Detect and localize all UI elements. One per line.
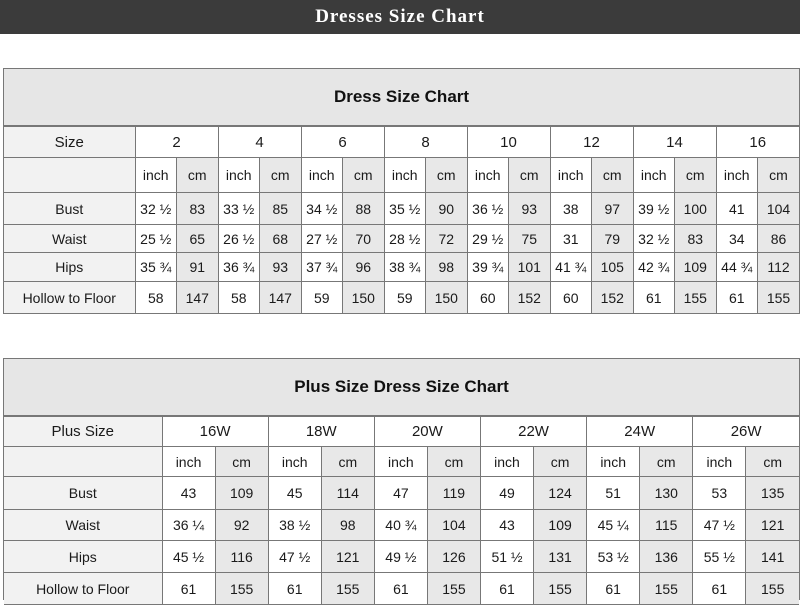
table-cell: 79 bbox=[592, 225, 634, 253]
unit-header: inch bbox=[693, 447, 746, 477]
unit-header-blank bbox=[4, 158, 135, 193]
table-cell: 45 bbox=[268, 477, 321, 510]
table-cell: 96 bbox=[343, 253, 385, 282]
table-cell: 60 bbox=[467, 282, 509, 314]
table-cell: 105 bbox=[592, 253, 634, 282]
table-cell: 38 ½ bbox=[268, 510, 321, 541]
table-cell: 86 bbox=[758, 225, 800, 253]
dress-size-chart-title: Dress Size Chart bbox=[4, 69, 799, 126]
table-cell: 58 bbox=[135, 282, 177, 314]
table-cell: 152 bbox=[509, 282, 551, 314]
row-label: Hips bbox=[4, 253, 135, 282]
table-cell: 109 bbox=[675, 253, 717, 282]
table-cell: 155 bbox=[675, 282, 717, 314]
table-cell: 44 ¾ bbox=[716, 253, 758, 282]
table-cell: 130 bbox=[640, 477, 693, 510]
unit-header: cm bbox=[343, 158, 385, 193]
size-header: 14 bbox=[633, 127, 716, 158]
table-cell: 147 bbox=[260, 282, 302, 314]
row-label: Hollow to Floor bbox=[4, 282, 135, 314]
table-cell: 109 bbox=[534, 510, 587, 541]
table-cell: 155 bbox=[534, 573, 587, 605]
size-header: 12 bbox=[550, 127, 633, 158]
table-cell: 121 bbox=[746, 510, 799, 541]
table-cell: 93 bbox=[260, 253, 302, 282]
table-cell: 155 bbox=[321, 573, 374, 605]
table-row bbox=[4, 193, 799, 225]
table-cell: 147 bbox=[177, 282, 219, 314]
unit-header: cm bbox=[426, 158, 468, 193]
table-cell: 43 bbox=[480, 510, 533, 541]
table-cell: 25 ½ bbox=[135, 225, 177, 253]
table-cell: 155 bbox=[215, 573, 268, 605]
table-cell: 49 bbox=[480, 477, 533, 510]
unit-header: inch bbox=[716, 158, 758, 193]
row-label: Waist bbox=[4, 225, 135, 253]
table-cell: 72 bbox=[426, 225, 468, 253]
table-cell: 32 ½ bbox=[135, 193, 177, 225]
table-cell: 68 bbox=[260, 225, 302, 253]
table-cell: 61 bbox=[693, 573, 746, 605]
table-cell: 26 ½ bbox=[218, 225, 260, 253]
table-cell: 65 bbox=[177, 225, 219, 253]
size-header: 16W bbox=[162, 417, 268, 447]
table-cell: 45 ½ bbox=[162, 541, 215, 573]
unit-header: cm bbox=[260, 158, 302, 193]
unit-header: inch bbox=[162, 447, 215, 477]
plus-size-table bbox=[4, 416, 799, 605]
page-banner bbox=[0, 0, 800, 34]
table-cell: 104 bbox=[427, 510, 480, 541]
unit-header: inch bbox=[480, 447, 533, 477]
table-cell: 34 bbox=[716, 225, 758, 253]
table-cell: 61 bbox=[162, 573, 215, 605]
row-label: Hollow to Floor bbox=[4, 573, 162, 605]
table-cell: 36 ¾ bbox=[218, 253, 260, 282]
table-cell: 33 ½ bbox=[218, 193, 260, 225]
banner-title: Dresses Size Chart bbox=[315, 6, 485, 27]
size-header: 24W bbox=[587, 417, 693, 447]
table-cell: 93 bbox=[509, 193, 551, 225]
size-header-label: Plus Size bbox=[4, 417, 162, 447]
table-row bbox=[4, 282, 799, 314]
unit-header: inch bbox=[633, 158, 675, 193]
table-cell: 49 ½ bbox=[374, 541, 427, 573]
table-cell: 92 bbox=[215, 510, 268, 541]
table-row bbox=[4, 510, 799, 541]
unit-header: cm bbox=[509, 158, 551, 193]
table-cell: 98 bbox=[321, 510, 374, 541]
table-cell: 152 bbox=[592, 282, 634, 314]
table-cell: 36 ½ bbox=[467, 193, 509, 225]
table-cell: 124 bbox=[534, 477, 587, 510]
table-cell: 53 bbox=[693, 477, 746, 510]
table-cell: 53 ½ bbox=[587, 541, 640, 573]
table-cell: 112 bbox=[758, 253, 800, 282]
table-cell: 155 bbox=[758, 282, 800, 314]
table-cell: 61 bbox=[480, 573, 533, 605]
table-cell: 42 ¾ bbox=[633, 253, 675, 282]
size-header: 18W bbox=[268, 417, 374, 447]
unit-header: inch bbox=[301, 158, 343, 193]
table-cell: 35 ¾ bbox=[135, 253, 177, 282]
table-cell: 61 bbox=[587, 573, 640, 605]
table-cell: 32 ½ bbox=[633, 225, 675, 253]
unit-header: cm bbox=[534, 447, 587, 477]
row-label: Hips bbox=[4, 541, 162, 573]
unit-header: inch bbox=[467, 158, 509, 193]
plus-size-chart bbox=[3, 358, 800, 600]
table-cell: 61 bbox=[268, 573, 321, 605]
table-row bbox=[4, 225, 799, 253]
table-cell: 100 bbox=[675, 193, 717, 225]
table-cell: 116 bbox=[215, 541, 268, 573]
size-header: 22W bbox=[480, 417, 586, 447]
table-cell: 39 ½ bbox=[633, 193, 675, 225]
table-cell: 97 bbox=[592, 193, 634, 225]
table-cell: 61 bbox=[716, 282, 758, 314]
table-cell: 38 ¾ bbox=[384, 253, 426, 282]
table-cell: 45 ¼ bbox=[587, 510, 640, 541]
table-cell: 115 bbox=[640, 510, 693, 541]
table-cell: 83 bbox=[177, 193, 219, 225]
size-header: 16 bbox=[716, 127, 799, 158]
table-cell: 37 ¾ bbox=[301, 253, 343, 282]
size-header: 4 bbox=[218, 127, 301, 158]
table-cell: 60 bbox=[550, 282, 592, 314]
unit-header: cm bbox=[746, 447, 799, 477]
table-cell: 38 bbox=[550, 193, 592, 225]
table-cell: 55 ½ bbox=[693, 541, 746, 573]
table-cell: 28 ½ bbox=[384, 225, 426, 253]
row-label: Bust bbox=[4, 477, 162, 510]
size-header: 20W bbox=[374, 417, 480, 447]
unit-header-blank bbox=[4, 447, 162, 477]
table-cell: 61 bbox=[374, 573, 427, 605]
table-row bbox=[4, 253, 799, 282]
table-cell: 59 bbox=[384, 282, 426, 314]
table-cell: 155 bbox=[640, 573, 693, 605]
table-cell: 41 bbox=[716, 193, 758, 225]
table-cell: 150 bbox=[426, 282, 468, 314]
table-cell: 40 ¾ bbox=[374, 510, 427, 541]
unit-header: inch bbox=[268, 447, 321, 477]
table-cell: 29 ½ bbox=[467, 225, 509, 253]
table-cell: 119 bbox=[427, 477, 480, 510]
table-cell: 135 bbox=[746, 477, 799, 510]
unit-header: cm bbox=[675, 158, 717, 193]
table-cell: 58 bbox=[218, 282, 260, 314]
unit-header: inch bbox=[374, 447, 427, 477]
table-cell: 131 bbox=[534, 541, 587, 573]
table-cell: 121 bbox=[321, 541, 374, 573]
unit-header: cm bbox=[321, 447, 374, 477]
table-cell: 83 bbox=[675, 225, 717, 253]
unit-header: cm bbox=[640, 447, 693, 477]
table-cell: 150 bbox=[343, 282, 385, 314]
size-header: 26W bbox=[693, 417, 799, 447]
table-cell: 41 ¾ bbox=[550, 253, 592, 282]
table-cell: 114 bbox=[321, 477, 374, 510]
table-cell: 75 bbox=[509, 225, 551, 253]
unit-header: inch bbox=[587, 447, 640, 477]
dress-size-chart bbox=[3, 68, 800, 314]
table-cell: 51 bbox=[587, 477, 640, 510]
table-cell: 126 bbox=[427, 541, 480, 573]
table-cell: 31 bbox=[550, 225, 592, 253]
table-cell: 155 bbox=[427, 573, 480, 605]
table-cell: 27 ½ bbox=[301, 225, 343, 253]
table-cell: 104 bbox=[758, 193, 800, 225]
table-cell: 47 ½ bbox=[268, 541, 321, 573]
unit-header: inch bbox=[135, 158, 177, 193]
unit-header: cm bbox=[177, 158, 219, 193]
table-cell: 47 ½ bbox=[693, 510, 746, 541]
unit-header: inch bbox=[384, 158, 426, 193]
table-cell: 109 bbox=[215, 477, 268, 510]
dress-size-table bbox=[4, 126, 799, 314]
unit-header: inch bbox=[218, 158, 260, 193]
unit-header: cm bbox=[592, 158, 634, 193]
row-label: Waist bbox=[4, 510, 162, 541]
table-cell: 101 bbox=[509, 253, 551, 282]
unit-header: cm bbox=[758, 158, 800, 193]
table-cell: 59 bbox=[301, 282, 343, 314]
table-cell: 90 bbox=[426, 193, 468, 225]
size-header: 6 bbox=[301, 127, 384, 158]
table-cell: 61 bbox=[633, 282, 675, 314]
table-cell: 155 bbox=[746, 573, 799, 605]
table-cell: 85 bbox=[260, 193, 302, 225]
table-cell: 98 bbox=[426, 253, 468, 282]
size-header: 10 bbox=[467, 127, 550, 158]
table-cell: 35 ½ bbox=[384, 193, 426, 225]
unit-header: cm bbox=[215, 447, 268, 477]
table-cell: 39 ¾ bbox=[467, 253, 509, 282]
table-cell: 70 bbox=[343, 225, 385, 253]
size-header-label: Size bbox=[4, 127, 135, 158]
table-cell: 34 ½ bbox=[301, 193, 343, 225]
table-cell: 141 bbox=[746, 541, 799, 573]
table-cell: 36 ¼ bbox=[162, 510, 215, 541]
table-cell: 47 bbox=[374, 477, 427, 510]
table-row bbox=[4, 477, 799, 510]
table-cell: 51 ½ bbox=[480, 541, 533, 573]
table-cell: 136 bbox=[640, 541, 693, 573]
row-label: Bust bbox=[4, 193, 135, 225]
unit-header: cm bbox=[427, 447, 480, 477]
table-cell: 43 bbox=[162, 477, 215, 510]
table-row bbox=[4, 541, 799, 573]
size-header: 8 bbox=[384, 127, 467, 158]
unit-header: inch bbox=[550, 158, 592, 193]
size-header: 2 bbox=[135, 127, 218, 158]
table-cell: 88 bbox=[343, 193, 385, 225]
plus-size-chart-title: Plus Size Dress Size Chart bbox=[4, 359, 799, 416]
table-cell: 91 bbox=[177, 253, 219, 282]
